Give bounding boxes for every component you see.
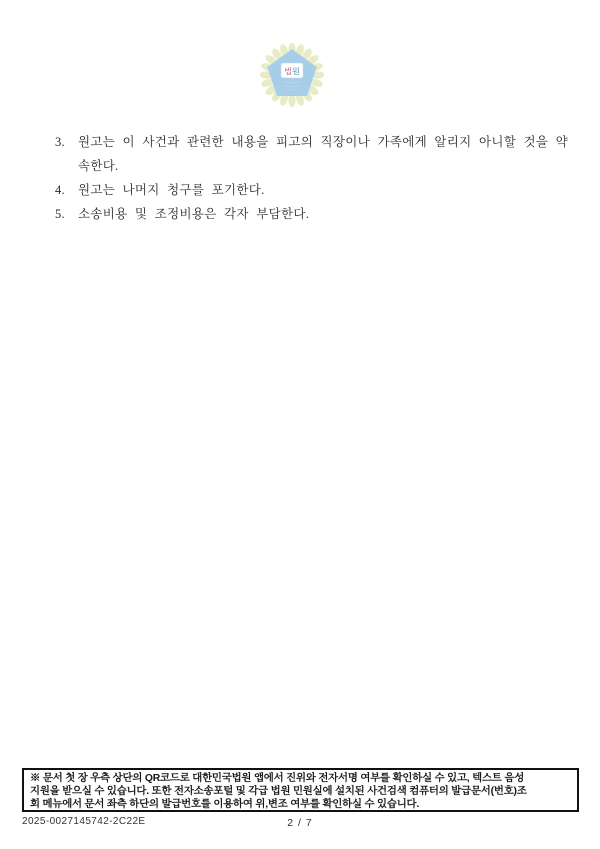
seal-label: [284, 66, 300, 76]
clause-lines: [78, 178, 545, 202]
notice-line-2: 지원을 받으실 수 있습니다. 또한 전자소송포털 및 각급 법원 민원실에 설치된 사건검색 컴퓨터의 발급문서(번호)조: [30, 786, 527, 798]
clause-number: 4.: [55, 183, 65, 197]
clause-line: 원고는 나머지 청구를 포기한다.: [78, 183, 265, 197]
clause-line: 소송비용 및 조정비용은 각자 부담한다.: [78, 207, 310, 221]
clause-line: 원고는 이 사건과 관련한 내용을 피고의 직장이나 가족에게 알리지 아니할 것을 약: [78, 135, 569, 149]
clause-item-3: [55, 130, 569, 178]
clause-lines: [78, 130, 569, 178]
notice-line-3: 회 메뉴에서 문서 좌측 하단의 발급번호를 이용하여 위,변조 여부를 확인하실 수 있습니다.: [30, 799, 420, 811]
clause-line: 속한다.: [78, 159, 119, 173]
court-seal-icon: [257, 40, 327, 110]
issue-number: 2025-0027145742-2C22E: [22, 816, 146, 827]
page-indicator: 2 / 7: [287, 817, 313, 829]
clause-number: 3.: [55, 135, 65, 149]
settlement-clauses: [55, 130, 569, 226]
seal-label-right: 원: [292, 66, 300, 76]
clause-lines: [78, 202, 545, 226]
seal-label-left: 법: [284, 66, 292, 76]
clause-number: 5.: [55, 207, 65, 221]
court-seal-svg: [257, 40, 327, 110]
clause-item-4: [55, 178, 545, 202]
verification-notice-box: [22, 768, 579, 812]
notice-line-1: ※ 문서 첫 장 우측 상단의 QR코드로 대한민국법원 앱에서 진위와 전자서명 여부를 확인하실 수 있고, 텍스트 음성: [30, 773, 525, 784]
clause-item-5: [55, 202, 545, 226]
